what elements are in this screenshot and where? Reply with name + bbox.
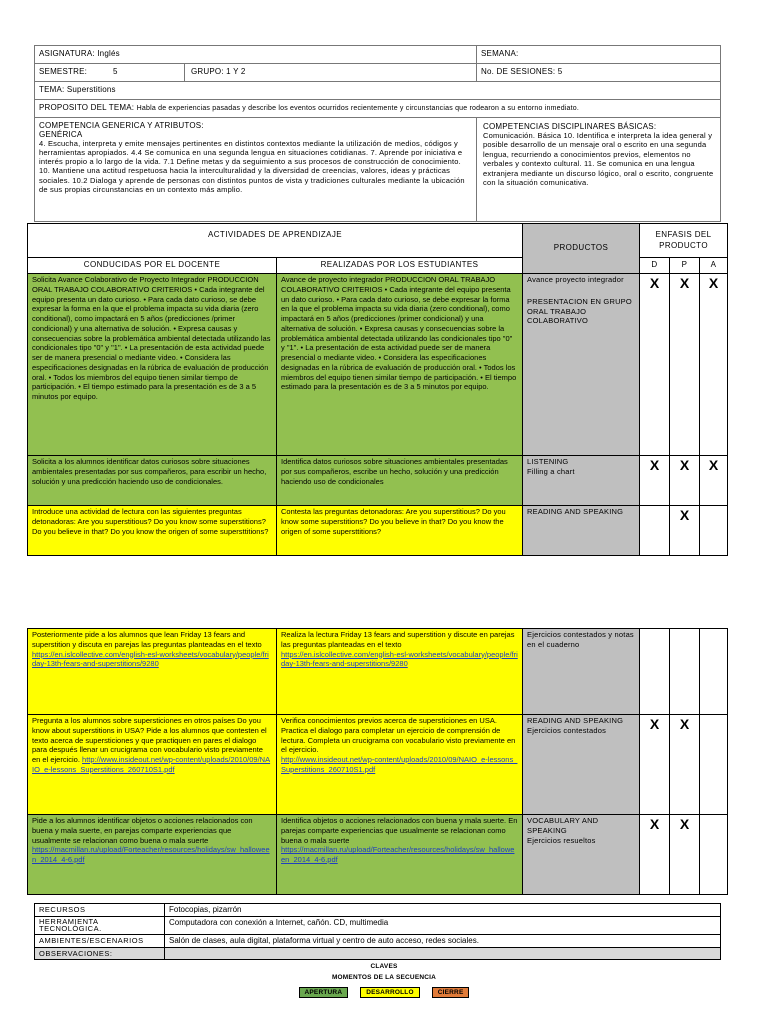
producto-cell (523, 506, 640, 556)
claves-keys (0, 987, 768, 998)
estudiantes-text: Verifica conocimientos previos acerca de supersticiones en USA. Practica el dialogo para completar un ejercicio de comprensión de lectura. Completa un crucigrama con vocabulario visto previamente en el ejercicio. (281, 716, 516, 755)
producto-cell (523, 274, 640, 456)
estudiantes-cell (277, 815, 523, 895)
herramienta-label: HERRAMIENTA TECNOLÓGICA. (35, 916, 165, 935)
enfasis-a-mark (700, 506, 728, 556)
asignatura-field: ASIGNATURA: Inglés (35, 46, 477, 64)
enfasis-p-mark: X (670, 715, 700, 815)
ambientes-label: AMBIENTES/ESCENARIOS (35, 935, 165, 948)
docente-cell: Solicita a los alumnos identificar datos curiosos sobre situaciones ambientales presentadas por sus compañeros, para escribir un hecho, solución y una predicción haciendo uso de condicionales. (28, 456, 277, 506)
enfasis-p-mark: X (670, 506, 700, 556)
proposito-field (35, 100, 721, 118)
enfasis-a-mark: X (700, 456, 728, 506)
enfasis-d-mark: X (640, 456, 670, 506)
docente-link[interactable]: http://www.insideout.net/wp-content/uploads/2010/09/NAIO_e-lessons_Superstitions_260710S1.pdf (32, 755, 271, 774)
generica-text: 4. Escucha, interpreta y emite mensajes pertinentes en distintos contextos mediante la utilización de medios, códigos y herramientas apropiados. 4.4 Se comunica en una segunda lengua en situaciones cotidianas. 7. Aprende por iniciativa e interés propio a lo largo de la vida. 7.1 Define metas y da seguimiento a sus procesos de construcción de conocimiento. 10. Mantiene una actitud respetuosa hacia la interculturalidad y la diversidad de creencias, valores, ideas y prácticas sociales. 10.2 Dialoga y aprende de personas con distintos puntos de vista y tradiciones culturales mediante la ubicación de sus propias circunstancias en un contexto más amplio. (39, 139, 465, 194)
enfasis-d-mark: X (640, 815, 670, 895)
enfasis-p-heading: P (670, 258, 700, 274)
estudiantes-link[interactable]: https://en.islcollective.com/english-esl-worksheets/vocabulary/people/friday-13th-fears-and-superstitions/9280 (281, 649, 518, 669)
disciplinares-text: Comunicación. Básica 10. Identifica e interpreta la idea general y posible desarrollo de un mensaje oral o escrito en una segunda lengua, recurriendo a conocimientos previos, elementos no verbales y contexto cultural. 11. Se comunica en una lengua extranjera mediante un discurso lógico, oral o escrito, congruente con la situación comunicativa. (483, 131, 714, 187)
docente-cell (28, 629, 277, 715)
activities-table-continued (27, 628, 728, 895)
sesiones-field: No. DE SESIONES: 5 (477, 64, 721, 82)
estudiantes-link[interactable]: http://www.insideout.net/wp-content/uploads/2010/09/NAIO_e-lessons_Superstitions_260710S1.pdf (281, 755, 518, 774)
estudiantes-heading: REALIZADAS POR LOS ESTUDIANTES (277, 258, 523, 274)
enfasis-p-mark: X (670, 456, 700, 506)
producto-line: PRESENTACION EN GRUPO ORAL TRABAJO COLABORATIVO (527, 296, 632, 326)
estudiantes-cell (277, 715, 523, 815)
table-row (28, 715, 728, 815)
enfasis-a-mark (700, 815, 728, 895)
docente-cell: Solicita Avance Colaborativo de Proyecto Integrador PRODUCCION ORAL TRABAJO COLABORATIVO CRITERIOS • Cada integrante del equipo presenta un dato curioso. • Para cada dato curioso, se debe expresar la forma en la que el problema impacta su vida diaria (zero conditional), como impactará en 5 años (predicciones /primer condicional) y una alternativa de solución. • Expresa causas y consecuencias sobre la problemática ambiental detectada utilizando las condicionales tipo "0" y "1". • La presentación de esta actividad puede ser de manera presencial o mediante video. • Considera las especificaciones designadas en la rúbrica de evaluación de producción oral. • Todos los miembros del equipo tienen similar tiempo de participación. • El tiempo estimado para la presentación es de 3 a 5 minutos por equipo. (28, 274, 277, 456)
cierre-key: CIERRE (432, 987, 470, 998)
header-table (34, 45, 721, 222)
enfasis-p-mark (670, 629, 700, 715)
producto-cell (523, 629, 640, 715)
estudiantes-cell: Contesta las preguntas detonadoras: Are you superstitious? Do you know some superstitions? Do you believe in that? Do you know the origen of some supersttitions? (277, 506, 523, 556)
herramienta-value: Computadora con conexión a Internet, cañón. CD, multimedia (165, 916, 721, 935)
enfasis-a-mark: X (700, 274, 728, 456)
estudiantes-cell (277, 629, 523, 715)
generica-label: GENÉRICA (39, 130, 83, 139)
producto-line: Avance proyecto integrador (527, 275, 624, 284)
producto-line: Ejercicios contestados y notas en el cuaderno (527, 630, 634, 649)
table-row (28, 629, 728, 715)
docente-cell (28, 815, 277, 895)
enfasis-a-mark (700, 629, 728, 715)
semestre-label: SEMESTRE: (39, 67, 88, 76)
claves-subtitle: MOMENTOS DE LA SECUENCIA (331, 974, 437, 981)
docente-text: Posteriormente pide a los alumnos que lean Friday 13 fears and superstition y discuta en parejas las preguntas planteadas en el texto (32, 630, 262, 649)
proposito-label: PROPOSITO DEL TEMA: (39, 103, 135, 112)
semana-field: SEMANA: (477, 46, 721, 64)
competencia-generica-title: COMPETENCIA GENERICA Y ATRIBUTOS: (39, 121, 204, 130)
table-row (28, 506, 728, 556)
estudiantes-link[interactable]: https://macmillan.ru/upload/Forteacher/resources/holidays/sw_halloween_2014_4-6.pdf (281, 845, 515, 864)
estudiantes-text: Identifica objetos o acciones relacionados con buena y mala suerte. En parejas comparte experiencias que usualmente se relacionan como buena o mala suerte (281, 816, 518, 845)
recursos-table (34, 903, 721, 960)
producto-line: READING AND SPEAKING (527, 507, 624, 516)
claves-legend (0, 963, 768, 998)
docente-cell: Introduce una actividad de lectura con las siguientes preguntas detonadoras: Are you superstitious? Do you know some superstitions? Do you believe in that? Do you know the origen of some supersttitions? (28, 506, 277, 556)
producto-line: Ejercicios contestados (527, 725, 607, 735)
competencia-generica-cell (35, 118, 477, 222)
enfasis-d-mark (640, 506, 670, 556)
semestre-field (35, 64, 185, 82)
docente-text: Pregunta a los alumnos sobre supersticiones en otros países Do you know about superstitions in USA? Pide a los alumnos que contesten el texto acerca de supersticiones y que practiquen en pares el dialogo para después llenar un crucigrama con vocabulario visto previamente en el ejercicio. (32, 716, 267, 764)
enfasis-d-heading: D (640, 258, 670, 274)
claves-title: CLAVES (370, 963, 398, 970)
table-row (28, 274, 728, 456)
enfasis-p-mark: X (670, 274, 700, 456)
semestre-value: 5 (113, 67, 118, 76)
docente-heading: CONDUCIDAS POR EL DOCENTE (28, 258, 277, 274)
observaciones-label: OBSERVACIONES: (35, 947, 165, 959)
grupo-field: GRUPO: 1 Y 2 (185, 64, 477, 82)
productos-heading: PRODUCTOS (523, 224, 640, 274)
estudiantes-cell: Identifica datos curiosos sobre situaciones ambientales presentadas por sus compañeros, escribe un hecho, solución y una predicción haciendo uso de condicionales (277, 456, 523, 506)
enfasis-d-mark: X (640, 715, 670, 815)
proposito-text: Habla de experiencias pasadas y describe los eventos ocurridos recientemente y circunstancias que rodearon a su entorno inmediato. (136, 105, 580, 112)
disciplinares-title: COMPETENCIAS DISCIPLINARES BÁSICAS: (483, 122, 657, 131)
enfasis-a-heading: A (700, 258, 728, 274)
producto-line: LISTENING (527, 457, 569, 466)
docente-link[interactable]: https://macmillan.ru/upload/Forteacher/resources/holidays/sw_halloween_2014_4-6.pdf (32, 845, 270, 864)
producto-cell (523, 456, 640, 506)
enfasis-d-mark (640, 629, 670, 715)
ambientes-value: Salón de clases, aula digital, plataforma virtual y centro de auto acceso, redes sociales. (165, 935, 721, 948)
enfasis-heading: ENFASIS DEL PRODUCTO (640, 224, 728, 258)
producto-cell (523, 815, 640, 895)
observaciones-value (165, 947, 721, 959)
desarrollo-key: DESARROLLO (360, 987, 420, 998)
producto-line: Filling a chart (527, 466, 575, 476)
producto-cell (523, 715, 640, 815)
producto-line: Ejercicios resueltos (527, 835, 596, 845)
recursos-label: RECURSOS (35, 904, 165, 917)
docente-text: Pide a los alumnos identificar objetos o acciones relacionados con buena y mala suerte, en parejas comparte experiencias que usualmente se relacionan como buena o mala suerte (32, 816, 253, 845)
tema-field: TEMA: Superstitions (35, 82, 721, 100)
docente-cell (28, 715, 277, 815)
producto-line: VOCABULARY AND SPEAKING (527, 816, 599, 835)
estudiantes-cell: Avance de proyecto integrador PRODUCCION ORAL TRABAJO COLABORATIVO CRITERIOS • Cada integrante del equipo presenta un dato curioso. • Para cada dato curioso, se debe expresar la forma en la que el problema impacta su vida diaria (zero conditional), como impactará en 5 años (predicciones /primer condicional) y una alternativa de solución. • Expresa causas y consecuencias sobre la problemática ambiental detectada utilizando las condicionales tipo "0" y "1". • La presentación de esta actividad puede ser de manera presencial o mediante video. • Considera las especificaciones designadas en la rúbrica de evaluación de producción oral. • Todos los miembros del equipo tienen similar tiempo de participación. • El tiempo estimado para la presentación es de 3 a 5 minutos por equipo. (277, 274, 523, 456)
table-row (28, 815, 728, 895)
enfasis-d-mark: X (640, 274, 670, 456)
enfasis-a-mark (700, 715, 728, 815)
activities-table (27, 223, 728, 556)
apertura-key: APERTURA (299, 987, 349, 998)
estudiantes-text: Realiza la lectura Friday 13 fears and superstition y discute en parejas las preguntas planteadas en el texto (281, 630, 515, 649)
producto-line: READING AND SPEAKING (527, 716, 624, 725)
enfasis-p-mark: X (670, 815, 700, 895)
table-row (28, 456, 728, 506)
competencias-disciplinares-cell (477, 118, 721, 222)
recursos-value: Fotocopias, pizarrón (165, 904, 721, 917)
actividades-heading: ACTIVIDADES DE APRENDIZAJE (28, 224, 523, 258)
docente-link[interactable]: https://en.islcollective.com/english-esl-worksheets/vocabulary/people/friday-13th-fears-and-superstitions/9280 (32, 649, 269, 669)
